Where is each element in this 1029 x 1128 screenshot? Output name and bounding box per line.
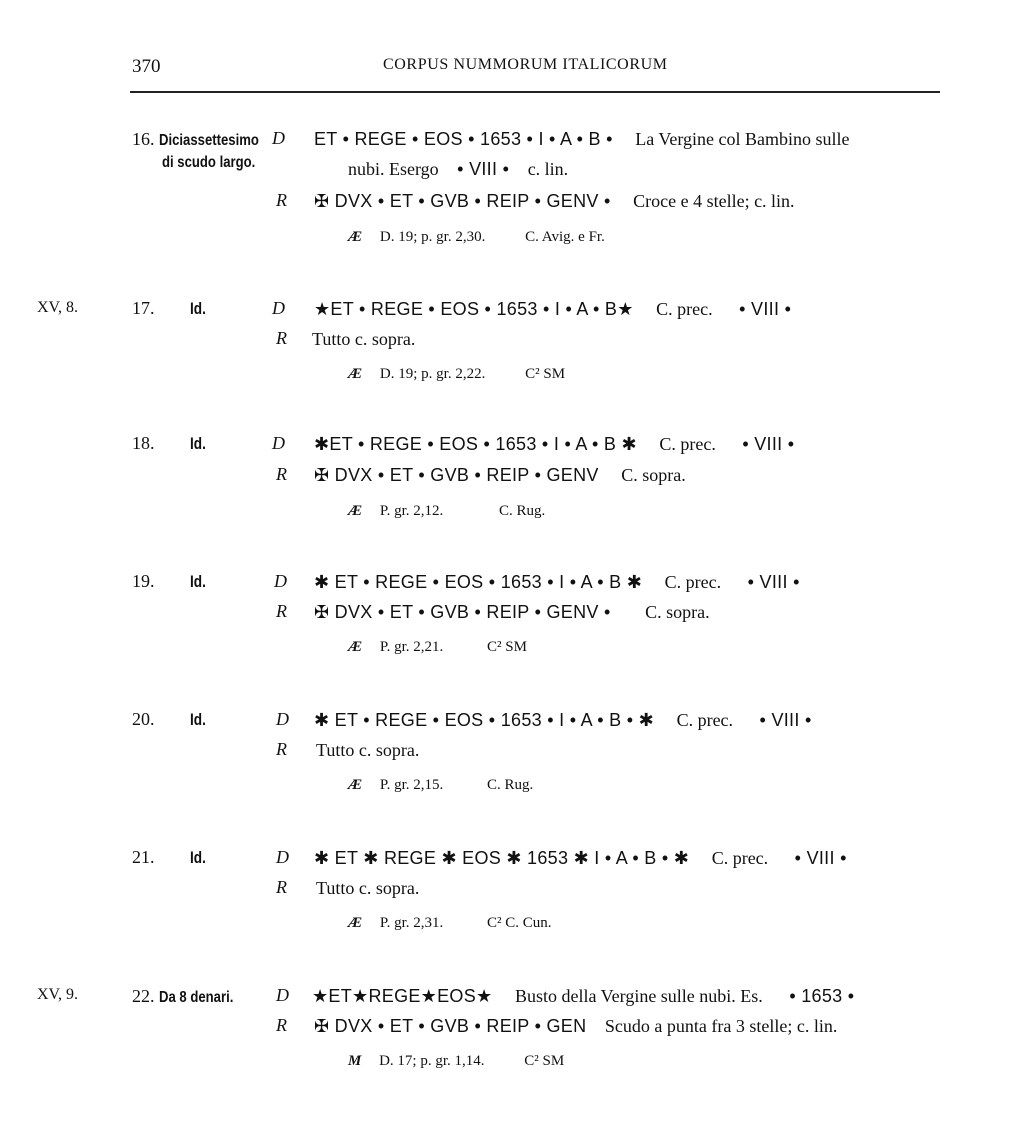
coin-measurements: P. gr. 2,31.	[379, 915, 444, 931]
obverse-symbol: D	[274, 571, 287, 591]
obverse-symbol: D	[272, 433, 285, 453]
metal-symbol: Æ	[348, 639, 363, 655]
obverse-exergue: • 1653 •	[789, 986, 855, 1006]
obverse-legend: ✱ET • REGE • EOS • 1653 • I • A • B ✱	[314, 434, 637, 454]
metal-symbol: Æ	[348, 915, 363, 931]
reverse-legend: ✠ DVX • ET • GVB • REIP • GENV •	[314, 191, 611, 211]
obverse-description: C. prec.	[656, 299, 713, 319]
collection: C. Rug.	[499, 503, 546, 519]
entry-number: 20.	[132, 709, 155, 729]
reverse-description: Croce e 4 stelle; c. lin.	[633, 191, 795, 211]
reverse-description: Scudo a punta fra 3 stelle; c. lin.	[604, 1016, 838, 1036]
reverse-symbol: R	[276, 464, 287, 484]
collection: C. Avig. e Fr.	[525, 229, 605, 245]
denomination: Id.	[190, 848, 206, 867]
obverse-legend: ✱ ET • REGE • EOS • 1653 • I • A • B • ✱	[314, 710, 655, 730]
reverse-legend: ✠ DVX • ET • GVB • REIP • GEN	[314, 1016, 587, 1036]
entry-number: 18.	[132, 433, 155, 453]
obverse-symbol: D	[272, 298, 285, 318]
coin-measurements: D. 17; p. gr. 1,14.	[379, 1053, 485, 1069]
obverse-description: C. prec.	[664, 572, 722, 592]
reverse-symbol: R	[276, 601, 287, 621]
entry-number: 17.	[132, 298, 155, 318]
denomination-line-2: di scudo largo.	[162, 154, 256, 171]
obverse-legend: ✱ ET • REGE • EOS • 1653 • I • A • B ✱	[314, 572, 643, 592]
denomination: Id.	[190, 299, 206, 318]
denomination: Id.	[190, 434, 206, 453]
obverse-symbol: D	[272, 128, 285, 148]
entry-number: 19.	[132, 571, 155, 591]
collection: C. Rug.	[487, 777, 534, 793]
obverse-description: C. prec.	[711, 848, 769, 868]
reverse-symbol: R	[276, 328, 287, 348]
coin-measurements: P. gr. 2,15.	[379, 777, 444, 793]
entry-number: 16.	[132, 129, 155, 149]
metal-symbol: Æ	[348, 229, 363, 245]
obverse-exergue: • VIII •	[742, 434, 795, 454]
obverse-legend: ★ET★REGE★EOS★	[312, 986, 493, 1006]
entry-number: 22.	[132, 986, 155, 1006]
obverse-legend: ET • REGE • EOS • 1653 • I • A • B •	[314, 129, 613, 149]
metal-symbol: Æ	[348, 777, 363, 793]
metal-symbol: Æ	[348, 366, 363, 382]
obverse-legend: ★ET • REGE • EOS • 1653 • I • A • B★	[314, 299, 634, 319]
obverse-description: La Vergine col Bambino sulle	[635, 129, 850, 149]
obverse-exergue: • VIII •	[739, 299, 792, 319]
metal-symbol: M	[348, 1053, 362, 1069]
obverse-legend: ✱ ET ✱ REGE ✱ EOS ✱ 1653 ✱ I • A • B • ✱	[314, 848, 690, 868]
obverse-exergue: • VIII •	[747, 572, 800, 592]
reverse-symbol: R	[276, 1015, 287, 1035]
reverse-description: Tutto c. sopra.	[316, 878, 420, 898]
reverse-symbol: R	[276, 877, 287, 897]
obverse-symbol: D	[276, 847, 289, 867]
plate-reference: XV, 8.	[37, 299, 79, 316]
page-number: 370	[132, 56, 161, 77]
collection: C² SM	[525, 366, 566, 382]
reverse-legend: ✠ DVX • ET • GVB • REIP • GENV •	[314, 602, 611, 622]
reverse-description: Tutto c. sopra.	[312, 329, 416, 349]
denomination: Diciassettesimo	[159, 132, 259, 149]
obverse-exergue: • VIII •	[457, 159, 510, 179]
obverse-description-2: nubi. Esergo	[348, 159, 439, 179]
reverse-legend: ✠ DVX • ET • GVB • REIP • GENV	[314, 465, 599, 485]
denomination: Id.	[190, 572, 206, 591]
reverse-symbol: R	[276, 739, 287, 759]
collection: C² SM	[487, 639, 527, 655]
obverse-description: C. prec.	[676, 710, 734, 730]
metal-symbol: Æ	[348, 503, 363, 519]
reverse-symbol: R	[276, 190, 287, 210]
reverse-description: Tutto c. sopra.	[316, 740, 420, 760]
obverse-description: C. prec.	[659, 434, 716, 454]
coin-measurements: D. 19; p. gr. 2,30.	[379, 229, 486, 245]
obverse-description: Busto della Vergine sulle nubi. Es.	[514, 986, 763, 1006]
obverse-exergue: • VIII •	[759, 710, 812, 730]
obverse-exergue: • VIII •	[794, 848, 847, 868]
denomination: Id.	[190, 710, 206, 729]
obverse-description-3: c. lin.	[527, 159, 569, 179]
reverse-description: C. sopra.	[645, 602, 710, 622]
coin-measurements: P. gr. 2,21.	[379, 639, 444, 655]
obverse-symbol: D	[276, 709, 289, 729]
collection: C² SM	[524, 1053, 565, 1069]
obverse-symbol: D	[276, 985, 289, 1005]
collection: C² C. Cun.	[487, 915, 552, 931]
running-title: CORPUS NUMMORUM ITALICORUM	[383, 56, 668, 73]
reverse-description: C. sopra.	[621, 465, 686, 485]
coin-measurements: P. gr. 2,12.	[379, 503, 444, 519]
header-rule	[130, 91, 940, 93]
coin-measurements: D. 19; p. gr. 2,22.	[379, 366, 486, 382]
denomination: Da 8 denari.	[159, 989, 234, 1006]
plate-reference: XV, 9.	[37, 986, 79, 1003]
entry-number: 21.	[132, 847, 155, 867]
